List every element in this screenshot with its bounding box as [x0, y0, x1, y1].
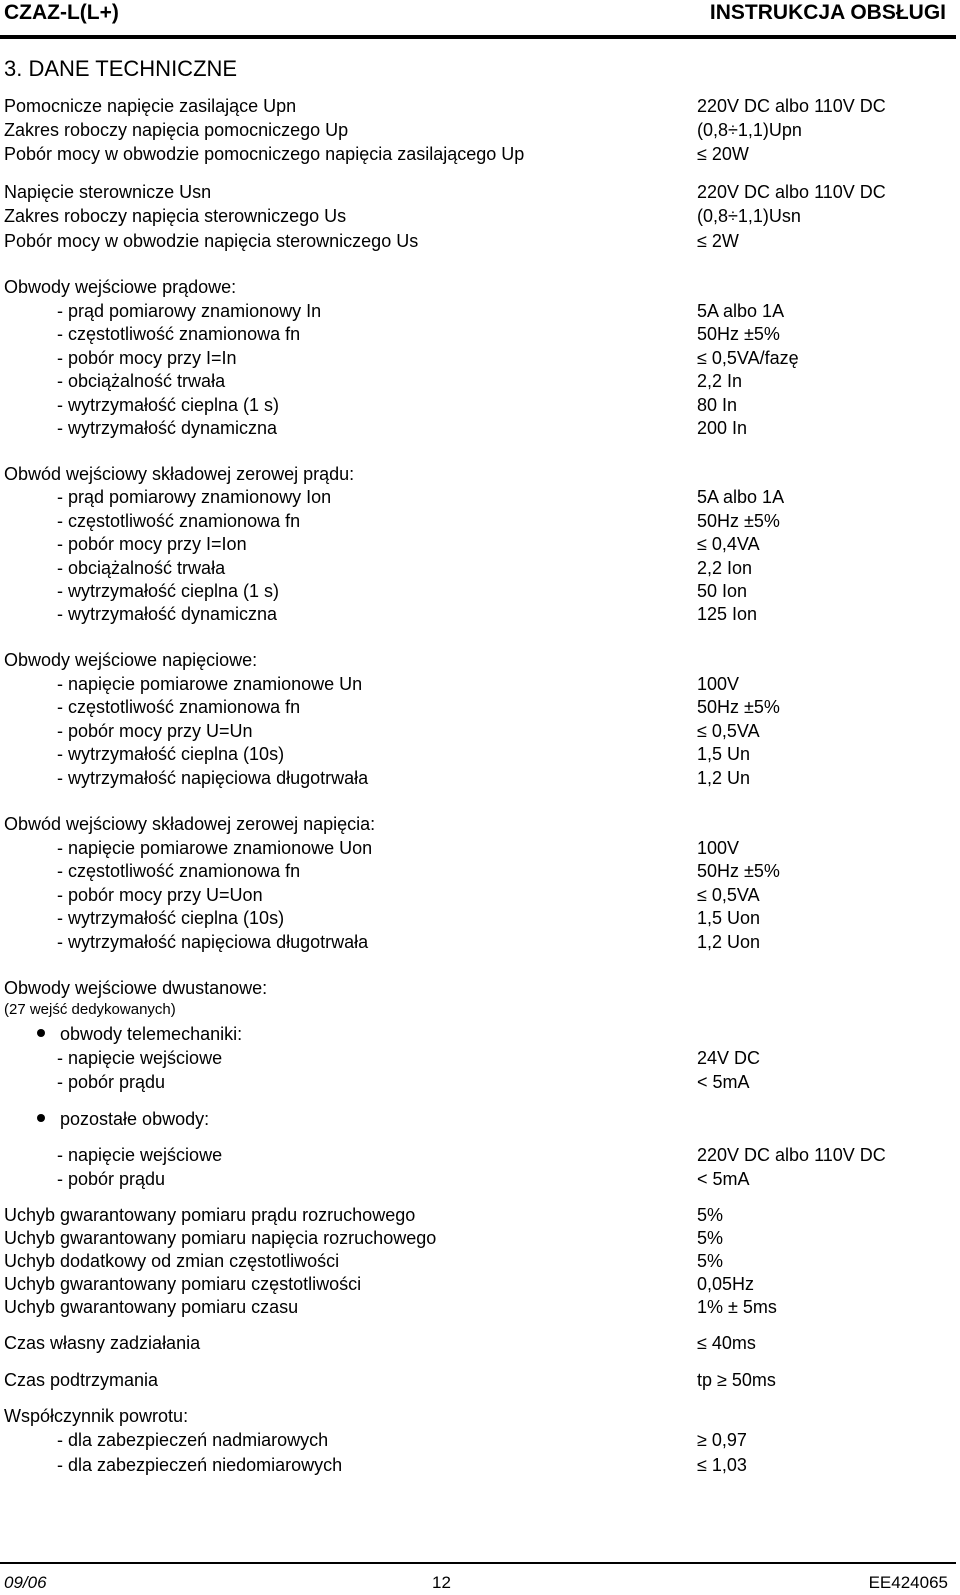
spec-value: tp ≥ 50ms [697, 1370, 776, 1390]
spec-label: Pobór mocy w obwodzie napięcia sterowniczego Us [4, 231, 419, 251]
spec-label: - pobór mocy przy I=Ion [57, 534, 247, 554]
spec-value: < 5mA [697, 1169, 750, 1189]
spec-label: - częstotliwość znamionowa fn [57, 511, 301, 531]
header-document-title: CZAZ-L(L+) [4, 1, 119, 24]
spec-value: 50 Ion [697, 581, 748, 601]
spec-group-heading [0, 1404, 956, 1428]
spec-row [0, 1249, 956, 1273]
spec-label: Obwody wejściowe prądowe: [4, 277, 237, 297]
spec-value: ≤ 0,5VA [697, 721, 760, 741]
spec-label: - prąd pomiarowy znamionowy In [57, 301, 322, 321]
spec-value: 2,2 In [697, 371, 743, 391]
spec-row [0, 906, 956, 930]
spec-row [0, 930, 956, 954]
spec-label: Uchyb dodatkowy od zmian częstotliwości [4, 1251, 340, 1271]
section-title: 3. DANE TECHNICZNE [4, 56, 238, 81]
spec-value: ≤ 0,5VA [697, 885, 760, 905]
spec-row [0, 322, 956, 346]
spec-value: 50Hz ±5% [697, 511, 780, 531]
spec-value: 5% [697, 1251, 724, 1271]
spec-group-heading [0, 275, 956, 299]
spec-bullet-heading [0, 1107, 956, 1131]
spec-row [0, 1143, 956, 1167]
header-manual-label: INSTRUKCJA OBSŁUGI [709, 1, 946, 24]
spec-label: - napięcie wejściowe [57, 1145, 223, 1165]
spec-label: Czas podtrzymania [4, 1370, 159, 1390]
spec-row [0, 766, 956, 790]
spec-row [0, 556, 956, 580]
spec-label: - pobór mocy przy U=Un [57, 721, 253, 741]
spec-group-heading [0, 462, 956, 486]
spec-label: Czas własny zadziałania [4, 1333, 201, 1353]
spec-row [0, 142, 956, 166]
spec-value: 2,2 Ion [697, 558, 753, 578]
bullet-icon [37, 1029, 45, 1037]
spec-row [0, 229, 956, 253]
spec-label: - dla zabezpieczeń niedomiarowych [57, 1455, 343, 1475]
spec-value: 50Hz ±5% [697, 324, 780, 344]
spec-label: Obwód wejściowy składowej zerowej prądu: [4, 464, 355, 484]
spec-label: - pobór prądu [57, 1169, 166, 1189]
header-rule [0, 35, 956, 39]
footer-document-code: EE424065 [868, 1573, 948, 1592]
spec-bullet-heading [0, 1022, 956, 1046]
spec-row [0, 532, 956, 556]
spec-group-heading [0, 812, 956, 836]
spec-label: Uchyb gwarantowany pomiaru prądu rozruchowego [4, 1205, 416, 1225]
spec-row [0, 742, 956, 766]
spec-label: - napięcie wejściowe [57, 1048, 223, 1068]
spec-label: Uchyb gwarantowany pomiaru czasu [4, 1297, 299, 1317]
spec-value: ≤ 2W [697, 231, 739, 251]
spec-row [0, 602, 956, 626]
spec-row [0, 1226, 956, 1250]
spec-label: - pobór mocy przy I=In [57, 348, 237, 368]
spec-value: 220V DC albo 110V DC [697, 182, 886, 202]
spec-row [0, 393, 956, 417]
spec-value: 100V [697, 838, 740, 858]
spec-value: 5% [697, 1228, 724, 1248]
spec-row [0, 180, 956, 204]
spec-value: ≥ 0,97 [697, 1430, 747, 1450]
spec-label: - obciążalność trwała [57, 371, 226, 391]
spec-row [0, 204, 956, 228]
spec-value: ≤ 0,4VA [697, 534, 760, 554]
spec-label: - wytrzymałość napięciowa długotrwała [57, 932, 369, 952]
spec-value: 0,05Hz [697, 1274, 755, 1294]
spec-value: (0,8÷1,1)Usn [697, 206, 801, 226]
spec-group-heading [0, 648, 956, 672]
spec-label: - wytrzymałość cieplna (1 s) [57, 581, 280, 601]
spec-value: < 5mA [697, 1072, 750, 1092]
spec-row [0, 695, 956, 719]
spec-label: - obciążalność trwała [57, 558, 226, 578]
spec-row [0, 485, 956, 509]
spec-value: 220V DC albo 110V DC [697, 96, 886, 116]
spec-value: 5A albo 1A [697, 301, 785, 321]
spec-value: ≤ 0,5VA/fazę [697, 348, 799, 368]
spec-row [0, 94, 956, 118]
spec-group-heading [0, 976, 956, 1000]
spec-value: 1,5 Uon [697, 908, 761, 928]
spec-value: 5A albo 1A [697, 487, 785, 507]
spec-row [0, 859, 956, 883]
spec-value: 1% ± 5ms [697, 1297, 777, 1317]
spec-label: - częstotliwość znamionowa fn [57, 697, 301, 717]
spec-value: 50Hz ±5% [697, 697, 780, 717]
spec-label: - wytrzymałość cieplna (1 s) [57, 395, 280, 415]
page-number: 12 [432, 1573, 451, 1592]
spec-row [0, 1368, 956, 1392]
spec-row [0, 416, 956, 440]
spec-value: 200 In [697, 418, 748, 438]
spec-label: Zakres roboczy napięcia pomocniczego Up [4, 120, 349, 140]
spec-value: 5% [697, 1205, 724, 1225]
spec-value: 1,2 Un [697, 768, 751, 788]
spec-value: 50Hz ±5% [697, 861, 780, 881]
spec-row [0, 836, 956, 860]
spec-label: Współczynnik powrotu: [4, 1406, 189, 1426]
spec-value: 1,5 Un [697, 744, 751, 764]
spec-row [0, 1331, 956, 1355]
spec-label: - wytrzymałość napięciowa długotrwała [57, 768, 369, 788]
spec-row [0, 1428, 956, 1452]
spec-value: 100V [697, 674, 740, 694]
spec-label: Obwód wejściowy składowej zerowej napięcia: [4, 814, 376, 834]
spec-label: - napięcie pomiarowe znamionowe Un [57, 674, 363, 694]
spec-label: Pomocnicze napięcie zasilające Upn [4, 96, 297, 116]
bullet-icon [37, 1114, 45, 1122]
spec-row [0, 719, 956, 743]
spec-label: Zakres roboczy napięcia sterowniczego Us [4, 206, 347, 226]
spec-label: - wytrzymałość cieplna (10s) [57, 744, 285, 764]
spec-row [0, 299, 956, 323]
spec-label: Uchyb gwarantowany pomiaru częstotliwości [4, 1274, 362, 1294]
spec-row [0, 672, 956, 696]
spec-row [0, 1203, 956, 1227]
spec-label: - wytrzymałość cieplna (10s) [57, 908, 285, 928]
spec-label: pozostałe obwody: [60, 1109, 210, 1129]
spec-value: ≤ 1,03 [697, 1455, 747, 1475]
spec-value: ≤ 20W [697, 144, 749, 164]
spec-label: (27 wejść dedykowanych) [4, 1001, 176, 1018]
footer-date: 09/06 [4, 1573, 47, 1592]
spec-label: - dla zabezpieczeń nadmiarowych [57, 1430, 329, 1450]
spec-value: 220V DC albo 110V DC [697, 1145, 886, 1165]
spec-label: - wytrzymałość dynamiczna [57, 604, 278, 624]
spec-row [0, 346, 956, 370]
spec-row [0, 883, 956, 907]
spec-value: (0,8÷1,1)Upn [697, 120, 802, 140]
spec-row [0, 1046, 956, 1070]
spec-row [0, 509, 956, 533]
spec-row [0, 118, 956, 142]
spec-label: Obwody wejściowe napięciowe: [4, 650, 258, 670]
spec-label: Uchyb gwarantowany pomiaru napięcia rozruchowego [4, 1228, 437, 1248]
spec-label: Napięcie sterownicze Usn [4, 182, 212, 202]
spec-label: - wytrzymałość dynamiczna [57, 418, 278, 438]
footer-rule [0, 1562, 956, 1564]
spec-label: - napięcie pomiarowe znamionowe Uon [57, 838, 373, 858]
spec-label: - pobór prądu [57, 1072, 166, 1092]
spec-value: ≤ 40ms [697, 1333, 756, 1353]
spec-value: 24V DC [697, 1048, 761, 1068]
spec-note [0, 998, 956, 1022]
spec-row [0, 1295, 956, 1319]
spec-value: 80 In [697, 395, 738, 415]
spec-row [0, 1272, 956, 1296]
spec-row [0, 369, 956, 393]
spec-row [0, 579, 956, 603]
spec-value: 1,2 Uon [697, 932, 761, 952]
spec-value: 125 Ion [697, 604, 758, 624]
spec-row [0, 1453, 956, 1477]
spec-row [0, 1167, 956, 1191]
spec-label: obwody telemechaniki: [60, 1024, 243, 1044]
spec-label: - częstotliwość znamionowa fn [57, 324, 301, 344]
spec-row [0, 1070, 956, 1094]
spec-label: - prąd pomiarowy znamionowy Ion [57, 487, 332, 507]
spec-label: Obwody wejściowe dwustanowe: [4, 978, 268, 998]
spec-label: - pobór mocy przy U=Uon [57, 885, 263, 905]
spec-label: - częstotliwość znamionowa fn [57, 861, 301, 881]
spec-label: Pobór mocy w obwodzie pomocniczego napięcia zasilającego Up [4, 144, 525, 164]
